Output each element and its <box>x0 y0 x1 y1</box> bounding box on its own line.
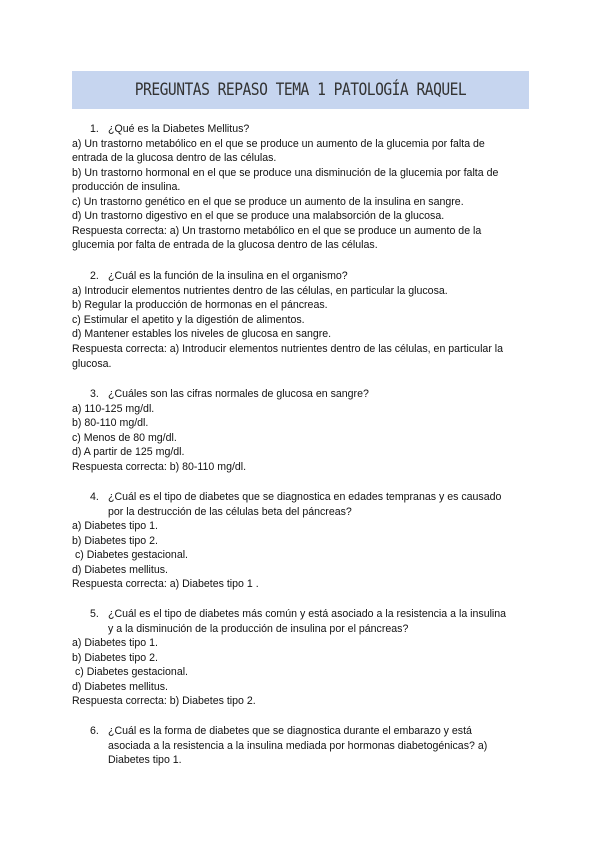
option-line: b) Diabetes tipo 2. <box>72 535 158 547</box>
option-line: a) Introducir elementos nutrientes dentro de las células, en particular la glucosa. <box>72 285 448 297</box>
option-line: d) Diabetes mellitus. <box>72 564 168 576</box>
option-line: c) Menos de 80 mg/dl. <box>72 432 177 444</box>
question-text: ¿Cuál es el tipo de diabetes que se diagnostica en edades tempranas y es causado <box>108 491 502 503</box>
question-text: ¿Cuál es la forma de diabetes que se diagnostica durante el embarazo y está <box>108 725 472 737</box>
answer-line: Respuesta correcta: a) Introducir elementos nutrientes dentro de las células, en particular la <box>72 343 504 355</box>
question-text: y a la disminución de la producción de insulina por el páncreas? <box>108 623 409 635</box>
question-text: asociada a la resistencia a la insulina mediada por hormonas diabetogénicas? a) <box>108 740 488 752</box>
answer-line: glucemia por falta de entrada de la glucosa dentro de las células. <box>72 239 378 251</box>
option-line: a) Diabetes tipo 1. <box>72 637 158 649</box>
question-number: 3. <box>90 388 99 400</box>
option-line: c) Diabetes gestacional. <box>72 549 189 561</box>
option-line: a) 110-125 mg/dl. <box>72 403 155 415</box>
option-line: producción de insulina. <box>72 181 181 193</box>
question-number: 5. <box>90 608 99 620</box>
answer-line: Respuesta correcta: a) Diabetes tipo 1 . <box>72 578 259 590</box>
question-text: ¿Cuáles son las cifras normales de glucosa en sangre? <box>108 388 369 400</box>
question-text: por la destrucción de las células beta del páncreas? <box>108 506 352 518</box>
option-line: b) Diabetes tipo 2. <box>72 652 158 664</box>
answer-line: Respuesta correcta: b) Diabetes tipo 2. <box>72 695 256 707</box>
question-number: 1. <box>90 123 99 135</box>
question-text: Diabetes tipo 1. <box>108 754 182 766</box>
question-number: 4. <box>90 491 99 503</box>
option-line: a) Diabetes tipo 1. <box>72 520 158 532</box>
option-line: entrada de la glucosa dentro de las células. <box>72 152 277 164</box>
option-line: b) Regular la producción de hormonas en el páncreas. <box>72 299 328 311</box>
question-number: 6. <box>90 725 99 737</box>
answer-line: Respuesta correcta: a) Un trastorno metabólico en el que se produce un aumento de la <box>72 225 482 237</box>
question-text: ¿Cuál es la función de la insulina en el organismo? <box>108 270 348 282</box>
title-banner <box>72 71 529 109</box>
option-line: b) 80-110 mg/dl. <box>72 417 149 429</box>
option-line: d) Mantener estables los niveles de glucosa en sangre. <box>72 328 332 340</box>
page-title: PREGUNTAS REPASO TEMA 1 PATOLOGÍA RAQUEL <box>134 80 467 100</box>
option-line: d) Diabetes mellitus. <box>72 681 168 693</box>
option-line: a) Un trastorno metabólico en el que se produce un aumento de la glucemia por falta de <box>72 138 485 150</box>
answer-line: Respuesta correcta: b) 80-110 mg/dl. <box>72 461 247 473</box>
answer-line: glucosa. <box>72 358 112 370</box>
option-line: c) Un trastorno genético en el que se produce un aumento de la insulina en sangre. <box>72 196 464 208</box>
option-line: b) Un trastorno hormonal en el que se produce una disminución de la glucemia por falta de <box>72 167 499 179</box>
option-line: c) Diabetes gestacional. <box>72 666 189 678</box>
question-text: ¿Qué es la Diabetes Mellitus? <box>108 123 250 135</box>
option-line: c) Estimular el apetito y la digestión de alimentos. <box>72 314 305 326</box>
question-number: 2. <box>90 270 99 282</box>
option-line: d) Un trastorno digestivo en el que se produce una malabsorción de la glucosa. <box>72 210 445 222</box>
question-text: ¿Cuál es el tipo de diabetes más común y está asociado a la resistencia a la insulina <box>108 608 507 620</box>
option-line: d) A partir de 125 mg/dl. <box>72 446 185 458</box>
